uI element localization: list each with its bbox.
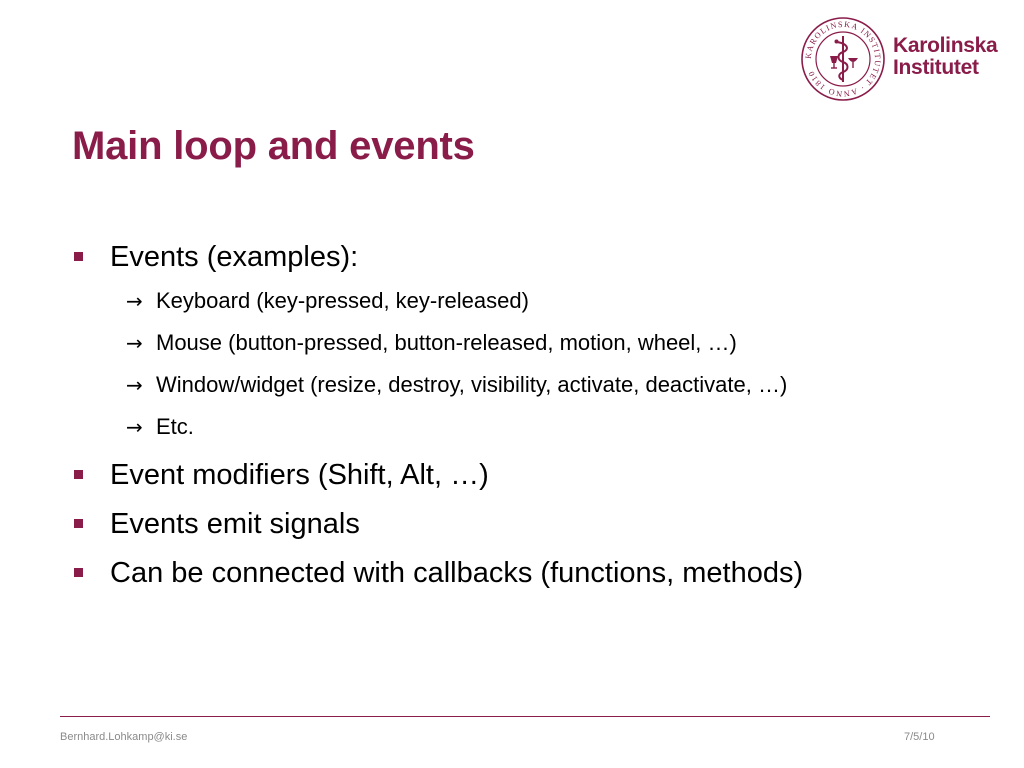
slide-body bbox=[72, 240, 1002, 590]
sub-item bbox=[72, 372, 1002, 398]
bullet-item bbox=[72, 240, 1002, 274]
bullet-text: Events (examples): bbox=[110, 241, 359, 273]
square-bullet-icon bbox=[74, 519, 83, 528]
sub-item-text: Mouse (button-pressed, button-released, motion, wheel, …) bbox=[156, 330, 737, 355]
right-arrow-icon: → bbox=[126, 415, 143, 439]
karolinska-logo bbox=[800, 16, 1000, 106]
bullet-item bbox=[72, 507, 1002, 541]
square-bullet-icon bbox=[74, 568, 83, 577]
logo-name-line2: Institutet bbox=[893, 56, 979, 79]
sub-item bbox=[72, 330, 1002, 356]
square-bullet-icon bbox=[74, 470, 83, 479]
bullet-text: Can be connected with callbacks (functions, methods) bbox=[110, 557, 804, 589]
logo-name-line1: Karolinska bbox=[893, 34, 998, 57]
footer-divider bbox=[60, 716, 990, 717]
sub-item-text: Window/widget (resize, destroy, visibility, activate, deactivate, …) bbox=[156, 372, 788, 397]
square-bullet-icon bbox=[74, 252, 83, 261]
right-arrow-icon: → bbox=[126, 331, 143, 355]
sub-item-text: Etc. bbox=[156, 414, 194, 439]
footer-date: 7/5/10 bbox=[904, 731, 935, 743]
karolinska-seal-icon bbox=[800, 16, 886, 102]
bullet-item bbox=[72, 556, 1002, 590]
bullet-item bbox=[72, 458, 1002, 492]
bullet-text: Event modifiers (Shift, Alt, …) bbox=[110, 459, 489, 491]
sub-item bbox=[72, 288, 1002, 314]
sub-item-text: Keyboard (key-pressed, key-released) bbox=[156, 288, 529, 313]
sub-item bbox=[72, 414, 1002, 440]
footer-author-email: Bernhard.Lohkamp@ki.se bbox=[60, 731, 188, 743]
bullet-text: Events emit signals bbox=[110, 508, 360, 540]
right-arrow-icon: → bbox=[126, 289, 143, 313]
slide-title: Main loop and events bbox=[72, 124, 475, 168]
right-arrow-icon: → bbox=[126, 373, 143, 397]
karolinska-wordmark bbox=[893, 35, 997, 79]
seal-ring-text: KAROLINSKA INSTITUTET · ANNO 1810 bbox=[803, 19, 883, 99]
